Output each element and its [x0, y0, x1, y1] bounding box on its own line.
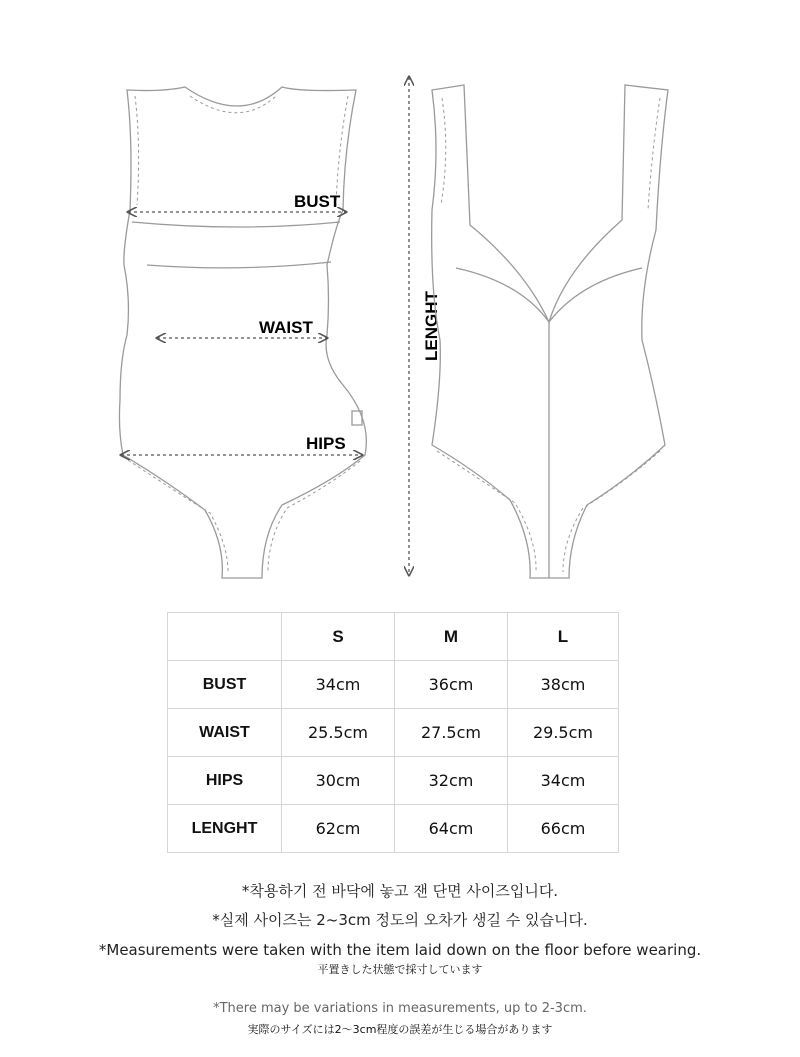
front-measure-lines [121, 212, 362, 455]
row-label: LENGHT [168, 805, 282, 853]
table-row [168, 709, 619, 757]
table-header-row [168, 613, 619, 661]
bust-label: BUST [294, 192, 341, 211]
table-cell: 34cm [282, 661, 395, 709]
note-korean-2: *실제 사이즈는 2~3cm 정도의 오차가 생길 수 있습니다. [212, 911, 588, 929]
size-table [167, 612, 619, 853]
note-korean-1: *착용하기 전 바닥에 놓고 잰 단면 사이즈입니다. [241, 882, 559, 900]
table-row [168, 661, 619, 709]
table-cell: 32cm [395, 757, 508, 805]
length-label: LENGHT [422, 291, 441, 361]
row-label: HIPS [168, 757, 282, 805]
table-cell: 27.5cm [395, 709, 508, 757]
table-cell: 62cm [282, 805, 395, 853]
table-corner-cell [168, 613, 282, 661]
waist-label: WAIST [259, 318, 313, 337]
column-header-l: L [508, 613, 619, 661]
table-cell: 36cm [395, 661, 508, 709]
table-cell: 66cm [508, 805, 619, 853]
table-row [168, 805, 619, 853]
front-view [119, 87, 366, 578]
table-cell: 38cm [508, 661, 619, 709]
table-cell: 30cm [282, 757, 395, 805]
note-english-2: *There may be variations in measurements, up to 2-3cm. [213, 1001, 587, 1016]
row-label: BUST [168, 661, 282, 709]
table-cell: 64cm [395, 805, 508, 853]
row-label: WAIST [168, 709, 282, 757]
note-japanese-1: 平置きした状態で採寸しています [317, 963, 483, 976]
table-cell: 34cm [508, 757, 619, 805]
table-cell: 25.5cm [282, 709, 395, 757]
note-english-1: *Measurements were taken with the item laid down on the floor before wearing. [98, 941, 702, 959]
hips-label: HIPS [306, 434, 346, 453]
table-row [168, 757, 619, 805]
table-cell: 29.5cm [508, 709, 619, 757]
column-header-m: M [395, 613, 508, 661]
note-japanese-2: 実際のサイズには2〜3cm程度の誤差が生じる場合があります [247, 1023, 553, 1036]
column-header-s: S [282, 613, 395, 661]
back-view [432, 85, 668, 578]
